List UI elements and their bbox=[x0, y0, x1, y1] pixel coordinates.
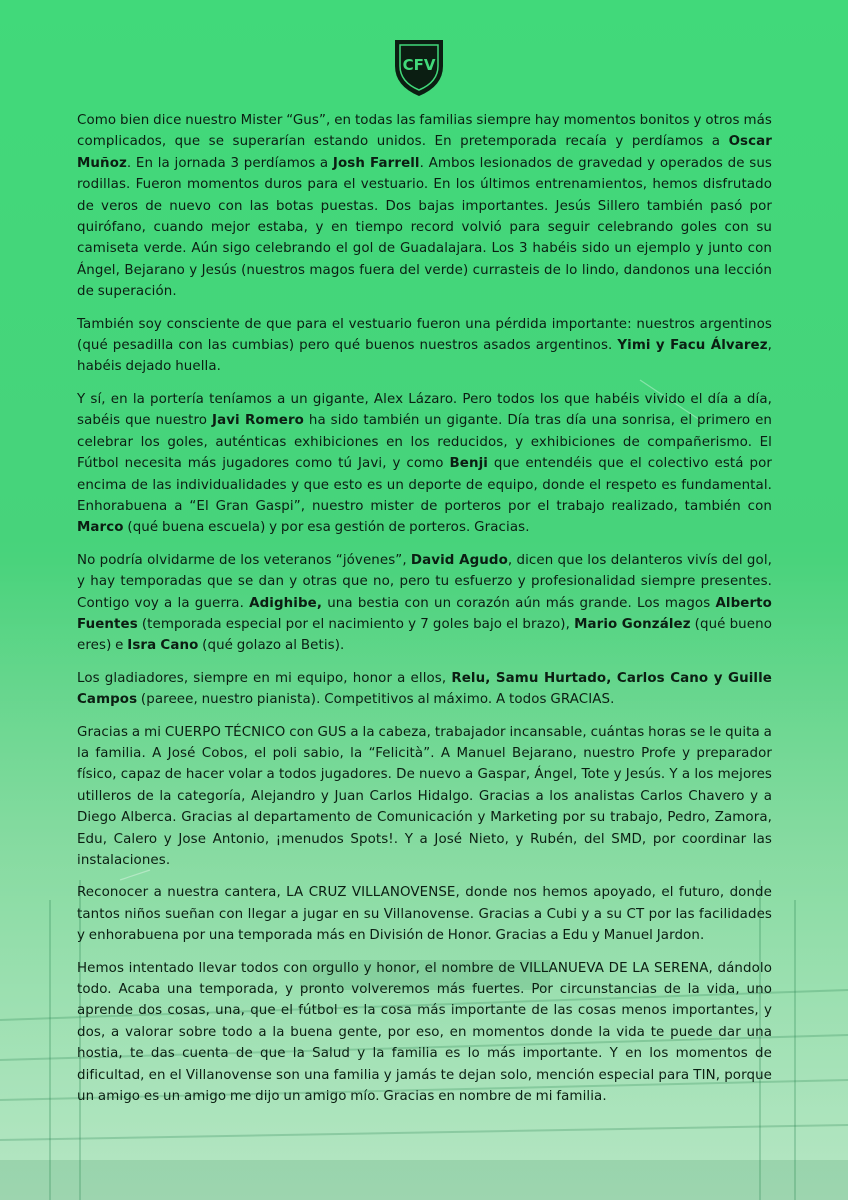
bold-name: Adighibe, bbox=[249, 595, 323, 611]
letter-body bbox=[77, 110, 772, 1118]
text-run: (qué golazo al Betis). bbox=[198, 638, 345, 654]
bold-name: Josh Farrell bbox=[332, 155, 420, 171]
text-run: (temporada especial por el nacimiento y 7 goles bajo el brazo), bbox=[137, 616, 575, 632]
paragraph-4 bbox=[77, 550, 772, 657]
paragraph-2 bbox=[77, 314, 772, 378]
paragraph-3 bbox=[77, 389, 772, 539]
bold-name: Yimi y Facu Álvarez bbox=[617, 338, 768, 354]
text-run: ha sido también un gigante. Día tras día una sonrisa, el primero en celebrar los goles, auténticas exhibiciones en los reducidos, y exhibiciones de compañerismo. El Fútbol necesita más jugadores como tú Javi, y como bbox=[77, 413, 772, 472]
paragraph-7 bbox=[77, 882, 772, 946]
text-run: . En la jornada 3 perdíamos a bbox=[126, 155, 333, 171]
text-run: También soy consciente de que para el vestuario fueron una pérdida importante: nuestros argentinos (qué pesadilla con las cumbias) pero qué buenos nuestros asados argentinos. bbox=[77, 316, 772, 354]
paragraph-1 bbox=[77, 110, 772, 303]
bold-name: Isra Cano bbox=[127, 638, 199, 654]
text-run: Los gladiadores, siempre en mi equipo, honor a ellos, bbox=[77, 670, 452, 686]
bold-name: Alberto Fuentes bbox=[77, 595, 772, 632]
bold-name: Benji bbox=[449, 456, 488, 472]
text-run: Reconocer a nuestra cantera, LA CRUZ VILLANOVENSE, donde nos hemos apoyado, el futuro, donde tantos niños sueñan con llegar a jugar en su Villanovense. Gracias a Cubi y a su CT por las facilidades y enhorabuena por una temporada más en División de Honor. Gracias a Edu y Manuel Jardon. bbox=[77, 885, 772, 944]
text-run: , habéis dejado huella. bbox=[77, 338, 772, 375]
text-run: Y sí, en la portería teníamos a un gigante, Alex Lázaro. Pero todos los que habéis vivido el día a día, sabéis que nuestro bbox=[77, 391, 772, 429]
text-run: , dicen que los delanteros vivís del gol, y hay temporadas que se dan y otras que no, pero tu esfuerzo y profesionalidad siempre presentes. Contigo voy a la guerra. bbox=[77, 552, 772, 611]
paragraph-6 bbox=[77, 722, 772, 872]
bold-name: Relu, Samu Hurtado, Carlos Cano y Guille Campos bbox=[77, 670, 772, 708]
bold-name: Oscar Muñoz bbox=[77, 134, 772, 171]
text-run: (qué buena escuela) y por esa gestión de porteros. Gracias. bbox=[123, 520, 530, 536]
bold-name: David Agudo bbox=[410, 552, 508, 568]
text-run: que entendéis que el colectivo está por encima de las individualidades y que esto es un deporte de equipo, donde el respeto es fundamental. Enhorabuena a “El Gran Gaspi”, nuestro mister de porteros por el trabajo realizado, también con bbox=[77, 456, 772, 514]
text-run: . Ambos lesionados de gravedad y operados de sus rodillas. Fueron momentos duros para el vestuario. En los últimos entrenamientos, hemos disfrutado de veros de nuevo con las botas puestas. Dos bajas importantes. Jesús Sillero también pasó por quirófano, cuando mejor estaba, y en tiempo record volvió para seguir celebrando goles con su camiseta verde. Aún sigo celebrando el gol de Guadalajara. Los 3 habéis sido un ejemplo y junto con Ángel, Bejarano y Jesús (nuestros magos fuera del verde) currasteis de lo lindo, dandonos una lección de superación. bbox=[77, 155, 772, 300]
logo-text: CFV bbox=[402, 56, 436, 74]
text-run: No podría olvidarme de los veteranos “jóvenes”, bbox=[77, 552, 411, 568]
paragraph-8 bbox=[77, 958, 772, 1108]
bold-name: Mario González bbox=[574, 616, 691, 632]
bold-name: Javi Romero bbox=[211, 413, 304, 429]
text-run: Gracias a mi CUERPO TÉCNICO con GUS a la cabeza, trabajador incansable, cuántas horas se le quita a la familia. A José Cobos, el poli sabio, la “Felicità”. A Manuel Bejarano, nuestro Profe y preparador físico, capaz de hacer volar a todos jugadores. De nuevo a Gaspar, Ángel, Tote y Jesús. Y a los mejores utilleros de la categoría, Alejandro y Juan Carlos Hidalgo. Gracias a los analistas Carlos Chavero y a Diego Alberca. Gracias al departamento de Comunicación y Marketing por su trabajo, Pedro, Zamora, Edu, Calero y Jose Antonio, ¡menudos Spots!. Y a José Nieto, y Rubén, del SMD, por coordinar las instalaciones. bbox=[77, 724, 772, 868]
text-run: Como bien dice nuestro Mister “Gus”, en todas las familias siempre hay momentos bonitos y otros más complicados, que se superarían estando unidos. En pretemporada recaía y perdíamos a bbox=[77, 113, 772, 150]
text-run: (qué bueno eres) e bbox=[77, 616, 772, 654]
text-run: (pareee, nuestro pianista). Competitivos al máximo. A todos GRACIAS. bbox=[137, 692, 615, 708]
paragraph-5 bbox=[77, 668, 772, 711]
text-run: una bestia con un corazón aún más grande. Los magos bbox=[322, 595, 716, 611]
bold-name: Marco bbox=[77, 520, 124, 536]
club-shield-logo bbox=[392, 36, 446, 98]
text-run: Hemos intentado llevar todos con orgullo y honor, el nombre de VILLANUEVA DE LA SERENA, dándolo todo. Acaba una temporada, y pronto volveremos más fuertes. Por circunstancias de la vida, uno aprende dos cosas, una, que el fútbol es la cosa más importante de las cosas menos importantes, y dos, a valorar sobre todo a la buena gente, por eso, en momentos donde la vida te puede dar una hostia, te das cuenta de que la Salud y la familia es lo más importante. Y en los momentos de dificultad, en el Villanovense son una familia y jamás te dejan solo, mención especial para TIN, porque un amigo es un amigo me dijo un amigo mío. Gracias en nombre de mi familia. bbox=[77, 960, 772, 1105]
